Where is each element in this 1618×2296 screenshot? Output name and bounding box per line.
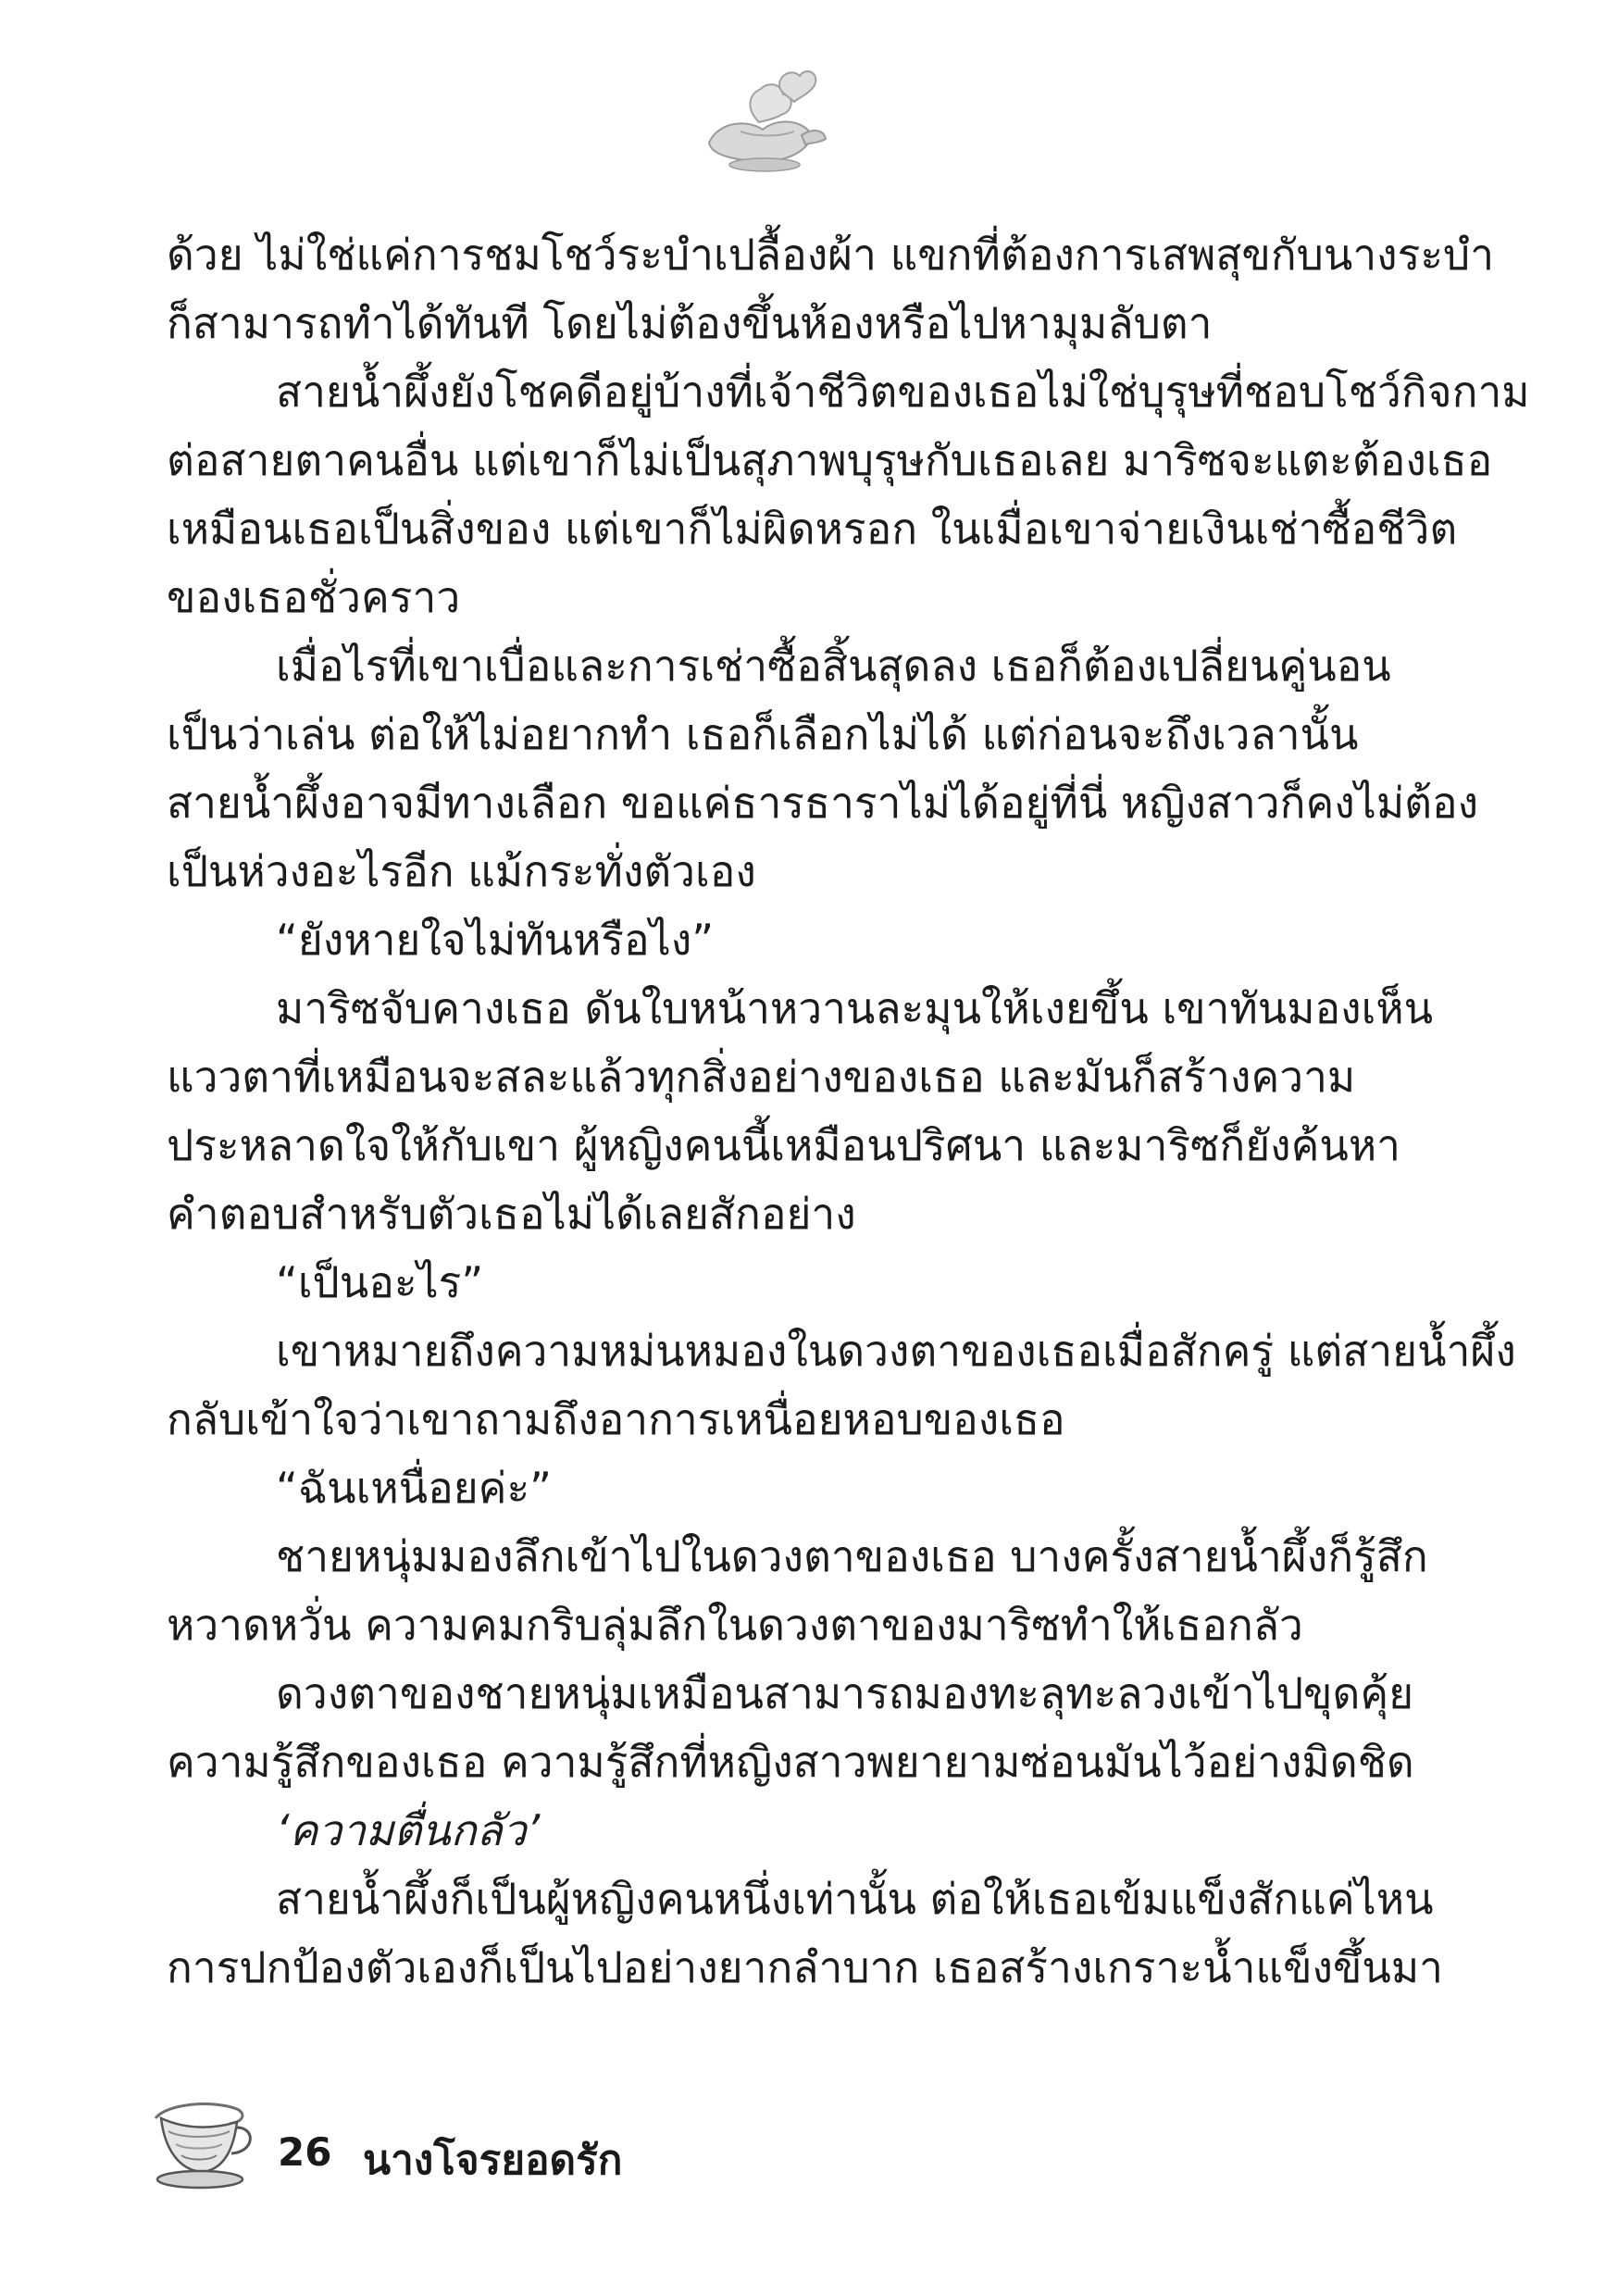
- text-line: ความรู้สึกของเธอ ความรู้สึกที่หญิงสาวพยายามซ่อนมันไว้อย่างมิดชิด: [167, 1737, 1414, 1787]
- text-line: เมื่อไรที่เขาเบื่อและการเช่าซื้อสิ้นสุดลง เธอก็ต้องเปลี่ยนคู่นอน: [276, 641, 1391, 691]
- teacup-icon: [148, 2090, 259, 2192]
- text-line: ต่อสายตาคนอื่น แต่เขาก็ไม่เป็นสุภาพบุรุษกับเธอเลย มาริซจะแตะต้องเธอ: [167, 435, 1493, 485]
- body-text: [167, 220, 1530, 2002]
- text-line: เป็นห่วงอะไรอีก แม้กระทั่งตัวเอง: [167, 846, 756, 896]
- text-line: กลับเข้าใจว่าเขาถามถึงอาการเหนื่อยหอบของเธอ: [167, 1394, 1065, 1444]
- text-line: แววตาที่เหมือนจะสละแล้วทุกสิ่งอย่างของเธอ และมันก็สร้างความ: [167, 1052, 1356, 1102]
- text-line: เหมือนเธอเป็นสิ่งของ แต่เขาก็ไม่ผิดหรอก ในเมื่อเขาจ่ายเงินเช่าซื้อชีวิต: [167, 504, 1458, 554]
- text-line: ด้วย ไม่ใช่แค่การชมโชว์ระบำเปลื้องผ้า แขกที่ต้องการเสพสุขกับนางระบำ: [167, 230, 1495, 280]
- text-line: ก็สามารถทำได้ทันที โดยไม่ต้องขึ้นห้องหรือไปหามุมลับตา: [167, 298, 1213, 348]
- dialogue-line: “เป็นอะไร”: [276, 1257, 484, 1307]
- text-line: เขาหมายถึงความหม่นหมองในดวงตาของเธอเมื่อสักครู่ แต่สายน้ำผึ้ง: [276, 1326, 1516, 1376]
- text-line: คำตอบสำหรับตัวเธอไม่ได้เลยสักอย่าง: [167, 1189, 856, 1239]
- dialogue-line: “ฉันเหนื่อยค่ะ”: [276, 1463, 552, 1513]
- text-line: มาริซจับคางเธอ ดันใบหน้าหวานละมุนให้เงยขึ้น เขาทันมองเห็น: [276, 983, 1434, 1033]
- genie-lamp-ornament-icon: [691, 57, 829, 178]
- book-title: นางโจรยอดรัก: [363, 2137, 623, 2184]
- page-footer: [148, 2090, 796, 2202]
- text-line: การปกป้องตัวเองก็เป็นไปอย่างยากลำบาก เธอสร้างเกราะน้ำแข็งขึ้นมา: [167, 1942, 1444, 1992]
- text-line: ประหลาดใจให้กับเขา ผู้หญิงคนนี้เหมือนปริศนา และมาริซก็ยังค้นหา: [167, 1120, 1400, 1170]
- dialogue-line: “ยังหายใจไม่ทันหรือไง”: [276, 915, 715, 965]
- text-line: หวาดหวั่น ความคมกริบลุ่มลึกในดวงตาของมาริซทำให้เธอกลัว: [167, 1600, 1303, 1650]
- text-line: สายน้ำผึ้งอาจมีทางเลือก ขอแค่ธารธาราไม่ได้อยู่ที่นี่ หญิงสาวก็คงไม่ต้อง: [167, 778, 1479, 828]
- text-line: สายน้ำผึ้งก็เป็นผู้หญิงคนหนึ่งเท่านั้น ต่อให้เธอเข้มแข็งสักแค่ไหน: [276, 1874, 1434, 1924]
- thought-line: ‘ความตื่นกลัว’: [276, 1805, 541, 1855]
- text-line: สายน้ำผึ้งยังโชคดีอยู่บ้างที่เจ้าชีวิตของเธอไม่ใช่บุรุษที่ชอบโชว์กิจกาม: [276, 367, 1530, 417]
- text-line: ชายหนุ่มมองลึกเข้าไปในดวงตาของเธอ บางครั้งสายน้ำผึ้งก็รู้สึก: [276, 1531, 1428, 1581]
- page-number: 26: [278, 2129, 332, 2175]
- text-line: ของเธอชั่วคราว: [167, 572, 461, 622]
- text-line: ดวงตาของชายหนุ่มเหมือนสามารถมองทะลุทะลวงเข้าไปขุดคุ้ย: [276, 1668, 1414, 1718]
- text-line: เป็นว่าเล่น ต่อให้ไม่อยากทำ เธอก็เลือกไม่ได้ แต่ก่อนจะถึงเวลานั้น: [167, 709, 1359, 759]
